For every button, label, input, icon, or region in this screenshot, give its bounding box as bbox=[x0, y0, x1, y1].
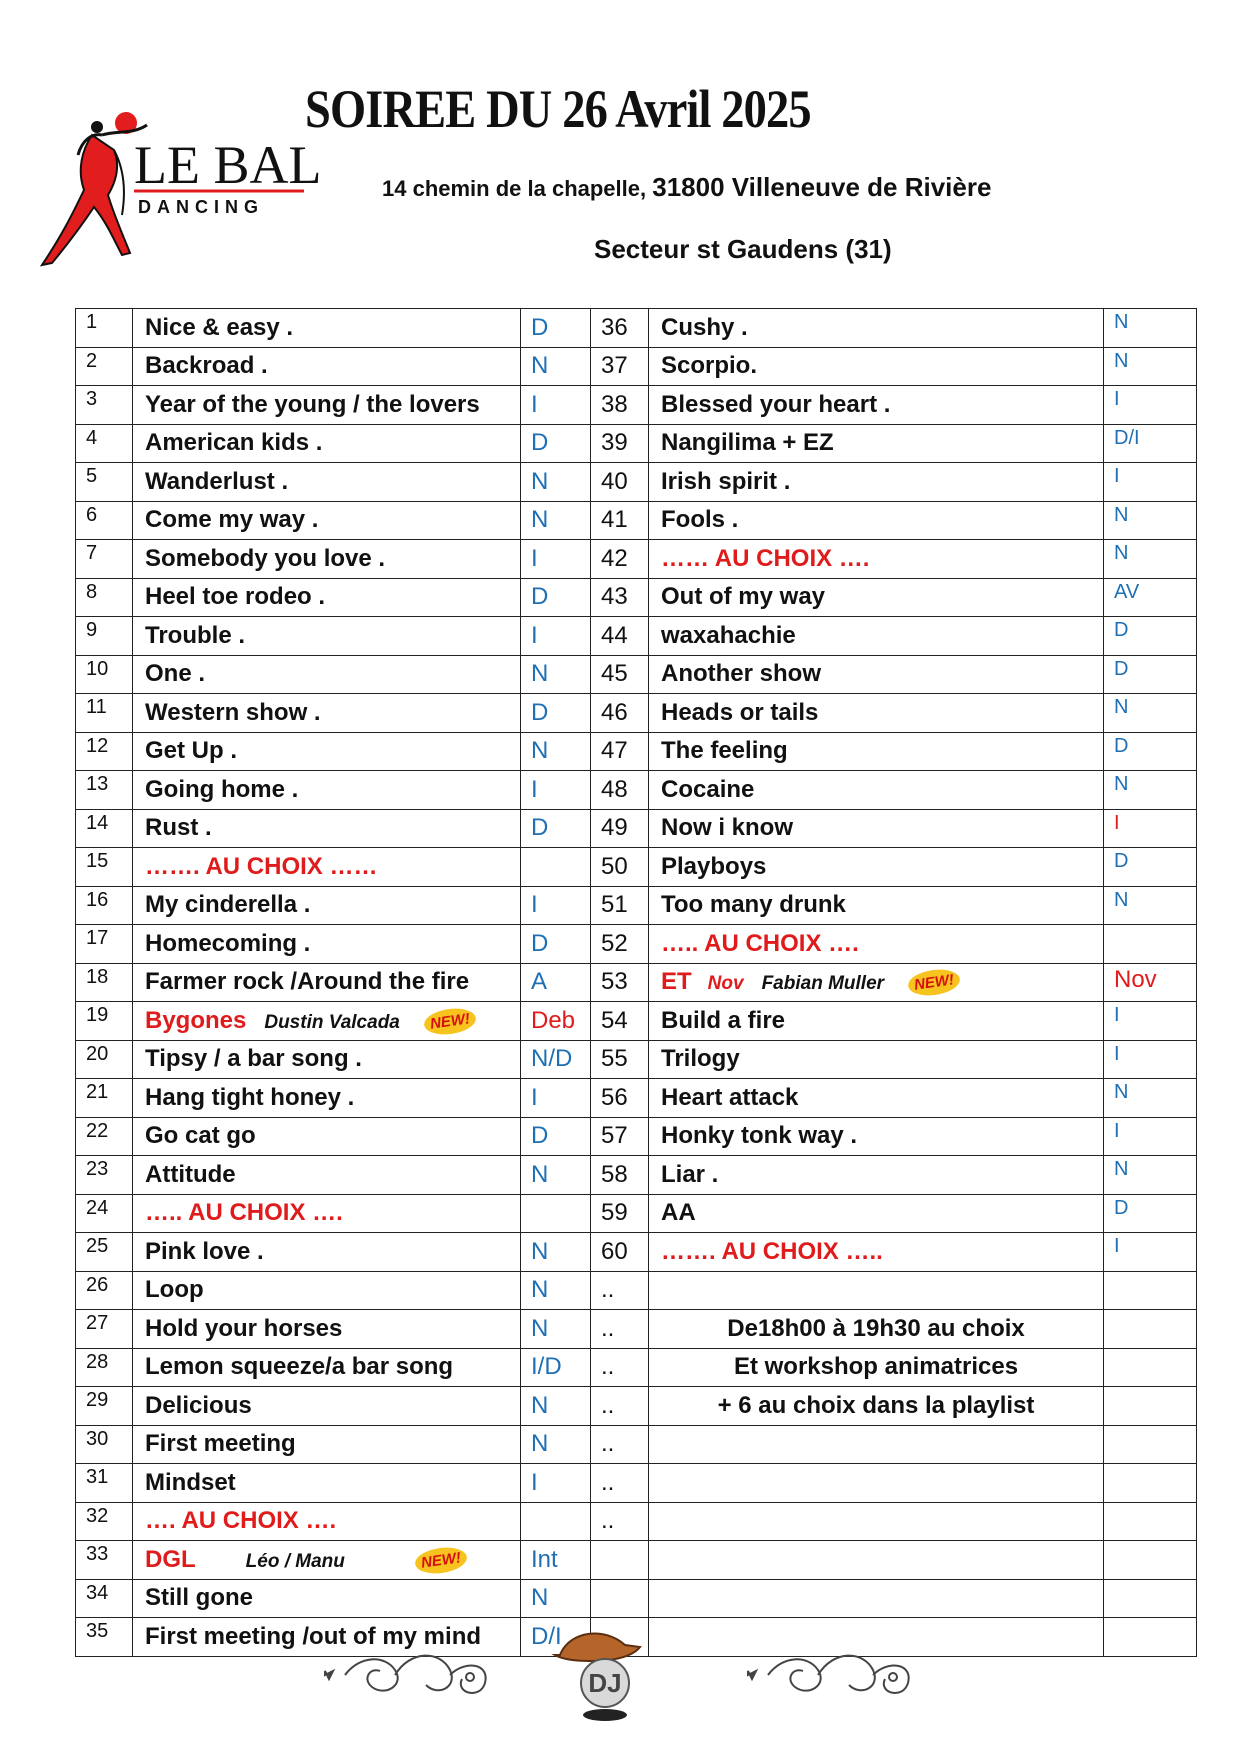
au-choix-slot: ……. AU CHOIX ….. bbox=[649, 1233, 1104, 1272]
track-number: 48 bbox=[591, 771, 649, 810]
track-title: Trilogy bbox=[649, 1040, 1104, 1079]
track-number: 57 bbox=[591, 1117, 649, 1156]
dance-level: N bbox=[521, 655, 591, 694]
dance-level: I bbox=[521, 617, 591, 656]
track-number: 14 bbox=[76, 809, 133, 848]
table-row bbox=[76, 1194, 1197, 1233]
choreographer-name: Fabian Muller bbox=[761, 973, 885, 995]
au-choix-slot: ……. AU CHOIX …… bbox=[133, 848, 521, 887]
track-number: 45 bbox=[591, 655, 649, 694]
track-title: Year of the young / the lovers bbox=[133, 386, 521, 425]
schedule-note: + 6 au choix dans la playlist bbox=[649, 1387, 1104, 1426]
dance-level bbox=[1104, 1310, 1197, 1349]
track-title: Hold your horses bbox=[133, 1310, 521, 1349]
table-row bbox=[76, 309, 1197, 348]
track-number: 22 bbox=[76, 1117, 133, 1156]
dance-level: N bbox=[1104, 771, 1197, 810]
track-number: 59 bbox=[591, 1194, 649, 1233]
track-title: Nangilima + EZ bbox=[649, 424, 1104, 463]
track-number: .. bbox=[591, 1464, 649, 1503]
track-number: 49 bbox=[591, 809, 649, 848]
playlist-table bbox=[75, 308, 1197, 1657]
new-badge: NEW! bbox=[413, 1544, 468, 1576]
track-number: 16 bbox=[76, 886, 133, 925]
track-title: Playboys bbox=[649, 848, 1104, 887]
track-number: 37 bbox=[591, 347, 649, 386]
logo-text-dancing: DANCING bbox=[138, 197, 264, 217]
choreographer-name: Léo / Manu bbox=[245, 1550, 345, 1572]
track-title: Heel toe rodeo . bbox=[133, 578, 521, 617]
track-number: 39 bbox=[591, 424, 649, 463]
table-row bbox=[76, 1079, 1197, 1118]
table-row bbox=[76, 963, 1197, 1002]
dance-level bbox=[1104, 1348, 1197, 1387]
track-number: 43 bbox=[591, 578, 649, 617]
table-row bbox=[76, 1117, 1197, 1156]
table-row bbox=[76, 732, 1197, 771]
track-number: .. bbox=[591, 1348, 649, 1387]
table-row bbox=[76, 540, 1197, 579]
dance-level: N bbox=[521, 1579, 591, 1618]
track-title: Hang tight honey . bbox=[133, 1079, 521, 1118]
track-number: 56 bbox=[591, 1079, 649, 1118]
track-title: Cushy . bbox=[649, 309, 1104, 348]
track-number: 6 bbox=[76, 501, 133, 540]
dance-level: D bbox=[521, 424, 591, 463]
track-number: 11 bbox=[76, 694, 133, 733]
dance-level: D bbox=[521, 309, 591, 348]
track-number: 23 bbox=[76, 1156, 133, 1195]
table-row bbox=[76, 1310, 1197, 1349]
dance-level: N bbox=[521, 1425, 591, 1464]
dance-level bbox=[1104, 1502, 1197, 1541]
track-title bbox=[649, 1541, 1104, 1580]
track-title: Mindset bbox=[133, 1464, 521, 1503]
track-number bbox=[591, 1541, 649, 1580]
track-title bbox=[649, 1579, 1104, 1618]
choreographer-name: Dustin Valcada bbox=[264, 1011, 400, 1033]
dance-level: I bbox=[521, 1079, 591, 1118]
table-row bbox=[76, 694, 1197, 733]
dance-level: I bbox=[521, 886, 591, 925]
track-number: .. bbox=[591, 1502, 649, 1541]
table-row bbox=[76, 347, 1197, 386]
track-number: 32 bbox=[76, 1502, 133, 1541]
track-number: 31 bbox=[76, 1464, 133, 1503]
dance-level: N bbox=[1104, 1079, 1197, 1118]
dance-level: AV bbox=[1104, 578, 1197, 617]
dance-level bbox=[1104, 1271, 1197, 1310]
track-number: 28 bbox=[76, 1348, 133, 1387]
dance-level: Int bbox=[521, 1541, 591, 1580]
track-number: 34 bbox=[76, 1579, 133, 1618]
track-number: 40 bbox=[591, 463, 649, 502]
dance-level bbox=[1104, 1464, 1197, 1503]
track-number: 19 bbox=[76, 1002, 133, 1041]
dance-level bbox=[1104, 925, 1197, 964]
dance-level: N bbox=[521, 463, 591, 502]
address-street: 14 chemin de la chapelle, bbox=[382, 176, 647, 201]
track-title: One . bbox=[133, 655, 521, 694]
track-title bbox=[649, 1425, 1104, 1464]
logo-text-le-bal: LE BAL bbox=[134, 135, 322, 195]
dance-level: I bbox=[1104, 386, 1197, 425]
track-title: AA bbox=[649, 1194, 1104, 1233]
dance-level: D bbox=[521, 809, 591, 848]
track-number: 53 bbox=[591, 963, 649, 1002]
track-title-text: ET bbox=[661, 968, 692, 996]
track-title: The feeling bbox=[649, 732, 1104, 771]
dance-level: N bbox=[521, 1156, 591, 1195]
table-row bbox=[76, 771, 1197, 810]
table-row bbox=[76, 809, 1197, 848]
track-number: 30 bbox=[76, 1425, 133, 1464]
track-title: Honky tonk way . bbox=[649, 1117, 1104, 1156]
track-number bbox=[591, 1579, 649, 1618]
dance-level: N bbox=[1104, 886, 1197, 925]
track-title: Attitude bbox=[133, 1156, 521, 1195]
table-row bbox=[76, 1348, 1197, 1387]
dance-level: D bbox=[521, 578, 591, 617]
dance-level: N bbox=[1104, 309, 1197, 348]
track-number: 58 bbox=[591, 1156, 649, 1195]
table-row bbox=[76, 1271, 1197, 1310]
track-title: Liar . bbox=[649, 1156, 1104, 1195]
track-number: 25 bbox=[76, 1233, 133, 1272]
le-bal-dancing-logo bbox=[22, 95, 332, 275]
track-title: Another show bbox=[649, 655, 1104, 694]
footer-decoration bbox=[0, 1615, 1240, 1735]
track-title-new bbox=[133, 1002, 521, 1041]
au-choix-slot: ….. AU CHOIX …. bbox=[133, 1194, 521, 1233]
track-title: Nice & easy . bbox=[133, 309, 521, 348]
dance-level: I bbox=[1104, 1040, 1197, 1079]
dance-level: I bbox=[521, 1464, 591, 1503]
dance-level: D bbox=[521, 694, 591, 733]
track-number: .. bbox=[591, 1425, 649, 1464]
track-number: 21 bbox=[76, 1079, 133, 1118]
track-number: 17 bbox=[76, 925, 133, 964]
schedule-note: De18h00 à 19h30 au choix bbox=[649, 1310, 1104, 1349]
track-number: 47 bbox=[591, 732, 649, 771]
table-row bbox=[76, 386, 1197, 425]
dance-level: I bbox=[1104, 1117, 1197, 1156]
track-title: Go cat go bbox=[133, 1117, 521, 1156]
track-title bbox=[649, 1271, 1104, 1310]
table-row bbox=[76, 501, 1197, 540]
track-title: Build a fire bbox=[649, 1002, 1104, 1041]
dance-level: N bbox=[521, 1271, 591, 1310]
track-number: 44 bbox=[591, 617, 649, 656]
track-title: Still gone bbox=[133, 1579, 521, 1618]
dance-level: N/D bbox=[521, 1040, 591, 1079]
track-title: Scorpio. bbox=[649, 347, 1104, 386]
track-title bbox=[649, 1464, 1104, 1503]
track-title: Come my way . bbox=[133, 501, 521, 540]
track-number: .. bbox=[591, 1310, 649, 1349]
table-row bbox=[76, 424, 1197, 463]
track-title: Now i know bbox=[649, 809, 1104, 848]
track-title: Fools . bbox=[649, 501, 1104, 540]
new-badge: NEW! bbox=[422, 1005, 477, 1037]
dance-level: D bbox=[521, 925, 591, 964]
track-title: Wanderlust . bbox=[133, 463, 521, 502]
au-choix-slot: …… AU CHOIX …. bbox=[649, 540, 1104, 579]
track-title: Going home . bbox=[133, 771, 521, 810]
track-number: 12 bbox=[76, 732, 133, 771]
track-title: Get Up . bbox=[133, 732, 521, 771]
track-title: Backroad . bbox=[133, 347, 521, 386]
track-number: 36 bbox=[591, 309, 649, 348]
dance-level: D/I bbox=[521, 1618, 591, 1657]
table-row bbox=[76, 1233, 1197, 1272]
dance-level bbox=[1104, 1387, 1197, 1426]
left-flourish-ornament bbox=[325, 1656, 486, 1693]
table-row bbox=[76, 1464, 1197, 1503]
dance-level: D bbox=[1104, 1194, 1197, 1233]
sector-label: Secteur st Gaudens (31) bbox=[594, 234, 892, 264]
dance-level: I bbox=[1104, 1002, 1197, 1041]
table-row bbox=[76, 655, 1197, 694]
track-number: 10 bbox=[76, 655, 133, 694]
dance-level: N bbox=[1104, 501, 1197, 540]
schedule-note: Et workshop animatrices bbox=[649, 1348, 1104, 1387]
dance-level: D bbox=[1104, 617, 1197, 656]
track-number: 35 bbox=[76, 1618, 133, 1657]
track-title: My cinderella . bbox=[133, 886, 521, 925]
track-number: 54 bbox=[591, 1002, 649, 1041]
dance-level bbox=[521, 848, 591, 887]
dance-level: I bbox=[521, 540, 591, 579]
dance-level: I bbox=[1104, 809, 1197, 848]
track-title: Cocaine bbox=[649, 771, 1104, 810]
track-number: 52 bbox=[591, 925, 649, 964]
table-row bbox=[76, 1579, 1197, 1618]
dance-level: N bbox=[521, 1387, 591, 1426]
track-title bbox=[649, 1502, 1104, 1541]
address bbox=[382, 172, 991, 203]
dance-level: D bbox=[1104, 848, 1197, 887]
track-title: Heads or tails bbox=[649, 694, 1104, 733]
track-number: .. bbox=[591, 1387, 649, 1426]
au-choix-slot: …. AU CHOIX …. bbox=[133, 1502, 521, 1541]
track-number: 55 bbox=[591, 1040, 649, 1079]
table-row bbox=[76, 1156, 1197, 1195]
track-number: 20 bbox=[76, 1040, 133, 1079]
dance-level: I bbox=[1104, 463, 1197, 502]
table-row bbox=[76, 1425, 1197, 1464]
dj-cowboy-logo bbox=[555, 1634, 640, 1721]
track-title: waxahachie bbox=[649, 617, 1104, 656]
dance-level: D/I bbox=[1104, 424, 1197, 463]
track-title-text: Bygones bbox=[145, 1006, 247, 1034]
track-number: 46 bbox=[591, 694, 649, 733]
dance-level: I bbox=[521, 386, 591, 425]
track-number: 8 bbox=[76, 578, 133, 617]
dance-level bbox=[521, 1502, 591, 1541]
dance-level bbox=[1104, 1541, 1197, 1580]
track-number: 33 bbox=[76, 1541, 133, 1580]
track-number: 41 bbox=[591, 501, 649, 540]
au-choix-slot: ….. AU CHOIX …. bbox=[649, 925, 1104, 964]
track-number: .. bbox=[591, 1271, 649, 1310]
dance-level bbox=[1104, 1579, 1197, 1618]
track-title: Heart attack bbox=[649, 1079, 1104, 1118]
track-title: Lemon squeeze/a bar song bbox=[133, 1348, 521, 1387]
dance-level: N bbox=[1104, 347, 1197, 386]
track-number: 24 bbox=[76, 1194, 133, 1233]
track-title: Western show . bbox=[133, 694, 521, 733]
track-number: 1 bbox=[76, 309, 133, 348]
address-city: 31800 Villeneuve de Rivière bbox=[652, 172, 992, 202]
track-number: 5 bbox=[76, 463, 133, 502]
table-row bbox=[76, 463, 1197, 502]
page-title: SOIREE DU 26 Avril 2025 bbox=[305, 79, 811, 139]
track-title-text: DGL bbox=[145, 1545, 196, 1573]
table-row bbox=[76, 578, 1197, 617]
track-title: Homecoming . bbox=[133, 925, 521, 964]
track-number: 60 bbox=[591, 1233, 649, 1272]
track-title: Too many drunk bbox=[649, 886, 1104, 925]
dance-level: N bbox=[1104, 540, 1197, 579]
dance-level bbox=[1104, 1425, 1197, 1464]
track-number: 29 bbox=[76, 1387, 133, 1426]
dance-level: N bbox=[521, 732, 591, 771]
table-row bbox=[76, 1387, 1197, 1426]
table-row bbox=[76, 886, 1197, 925]
dance-level: Deb bbox=[521, 1002, 591, 1041]
track-title: First meeting bbox=[133, 1425, 521, 1464]
table-row bbox=[76, 1040, 1197, 1079]
new-badge: NEW! bbox=[907, 967, 962, 999]
track-number: 18 bbox=[76, 963, 133, 1002]
track-title: American kids . bbox=[133, 424, 521, 463]
track-number: 26 bbox=[76, 1271, 133, 1310]
track-number: 9 bbox=[76, 617, 133, 656]
track-title-new bbox=[133, 1541, 521, 1580]
track-title: Pink love . bbox=[133, 1233, 521, 1272]
track-title: Irish spirit . bbox=[649, 463, 1104, 502]
dance-level: A bbox=[521, 963, 591, 1002]
track-title: Out of my way bbox=[649, 578, 1104, 617]
table-row bbox=[76, 1541, 1197, 1580]
track-title-new bbox=[649, 963, 1104, 1002]
track-number: 7 bbox=[76, 540, 133, 579]
track-number: 51 bbox=[591, 886, 649, 925]
track-title: Trouble . bbox=[133, 617, 521, 656]
track-title: Farmer rock /Around the fire bbox=[133, 963, 521, 1002]
dance-level: I bbox=[521, 771, 591, 810]
dance-level: N bbox=[521, 1233, 591, 1272]
track-number: 38 bbox=[591, 386, 649, 425]
dance-level: N bbox=[521, 347, 591, 386]
track-number: 27 bbox=[76, 1310, 133, 1349]
table-row bbox=[76, 848, 1197, 887]
dance-level: N bbox=[521, 501, 591, 540]
dance-level: N bbox=[1104, 694, 1197, 733]
dance-level: N bbox=[1104, 1156, 1197, 1195]
track-number: 50 bbox=[591, 848, 649, 887]
track-number: 4 bbox=[76, 424, 133, 463]
track-title: Blessed your heart . bbox=[649, 386, 1104, 425]
dance-level: N bbox=[521, 1310, 591, 1349]
dance-level: D bbox=[1104, 655, 1197, 694]
dance-level: I/D bbox=[521, 1348, 591, 1387]
dance-level: D bbox=[521, 1117, 591, 1156]
track-number: 2 bbox=[76, 347, 133, 386]
track-number: 42 bbox=[591, 540, 649, 579]
track-title: First meeting /out of my mind bbox=[133, 1618, 521, 1657]
track-title: Somebody you love . bbox=[133, 540, 521, 579]
table-row bbox=[76, 617, 1197, 656]
track-title: Tipsy / a bar song . bbox=[133, 1040, 521, 1079]
track-number: 3 bbox=[76, 386, 133, 425]
table-row bbox=[76, 1502, 1197, 1541]
dance-level bbox=[521, 1194, 591, 1233]
table-row bbox=[76, 1002, 1197, 1041]
dance-level: D bbox=[1104, 732, 1197, 771]
track-title: Delicious bbox=[133, 1387, 521, 1426]
table-row bbox=[76, 925, 1197, 964]
dance-level: I bbox=[1104, 1233, 1197, 1272]
track-title: Rust . bbox=[133, 809, 521, 848]
track-title: Loop bbox=[133, 1271, 521, 1310]
dance-level: Nov bbox=[1104, 963, 1197, 1002]
right-flourish-ornament bbox=[748, 1656, 909, 1693]
track-subtitle: Nov bbox=[707, 973, 744, 995]
track-number: 13 bbox=[76, 771, 133, 810]
dj-logo-text: DJ bbox=[588, 1668, 622, 1698]
track-number: 15 bbox=[76, 848, 133, 887]
